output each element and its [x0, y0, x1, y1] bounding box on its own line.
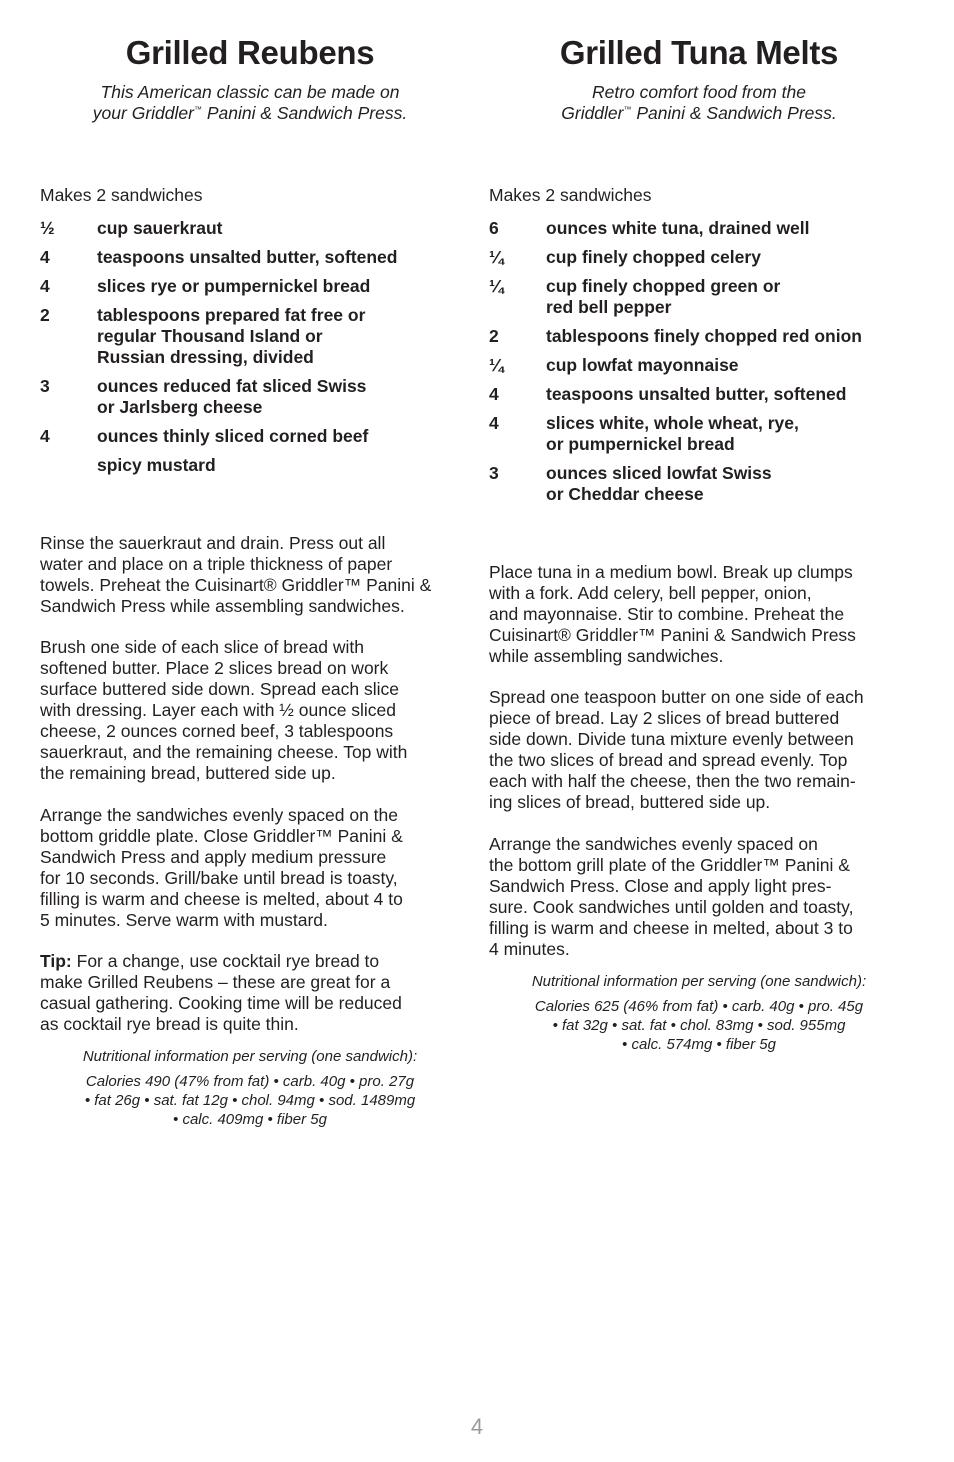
instruction-paragraph: Arrange the sandwiches evenly spaced on the bottom grill plate of the Griddler™ Panini & Sandwich Press. Close and apply light pres- sure. Cook sandwiches until golden and toasty, filling is warm and cheese in melted, about 3 to 4 minutes. — [489, 834, 854, 959]
yield-text: Makes 2 sandwiches — [40, 185, 203, 205]
ingredient-item: 2 tablespoons prepared fat free or regular Thousand Island or Russian dressing, divided — [40, 305, 366, 367]
instruction-paragraph: Place tuna in a medium bowl. Break up clumps with a fork. Add celery, bell pepper, onion, and mayonnaise. Stir to combine. Preheat the Cuisinart® Griddler™ Panini & Sandwich Press while assembling sandwiches. — [489, 562, 856, 666]
recipe-subtitle: This American classic can be made on your Griddler™ Panini & Sandwich Press. — [92, 82, 408, 123]
instruction-paragraph: Rinse the sauerkraut and drain. Press out all water and place on a triple thickness of paper towels. Preheat the Cuisinart® Griddler™ Panini & Sandwich Press while assembling sandwiches. — [40, 533, 432, 616]
ingredient-item: ¼ cup finely chopped green or red bell pepper — [489, 276, 781, 317]
ingredient-item: 4 teaspoons unsalted butter, softened — [489, 384, 847, 404]
yield-text: Makes 2 sandwiches — [489, 185, 652, 205]
page-number: 4 — [470, 1414, 484, 1439]
nutrition-info: Nutritional information per serving (one sandwich): Calories 625 (46% from fat) • carb. 40g • pro. 45g • fat 32g • sat. fat • chol. 83mg • sod. 955mg • calc. 574mg • fiber 5g — [489, 972, 909, 1054]
tip-paragraph: Tip: For a change, use cocktail rye bread to make Grilled Reubens – these are great for a casual gathering. Cooking time will be reduced as cocktail rye bread is quite thin. — [40, 951, 402, 1034]
nutrition-info: Nutritional information per serving (one sandwich): Calories 490 (47% from fat) • carb. 40g • pro. 27g • fat 26g • sat. fat 12g • chol. 94mg • sod. 1489mg • calc. 409mg • fiber 5g — [40, 1047, 460, 1129]
ingredient-list — [40, 218, 470, 484]
instruction-paragraph: Brush one side of each slice of bread with softened butter. Place 2 slices bread on work surface buttered side down. Spread each slice with dressing. Layer each with ½ ounce sliced cheese, 2 ounces corned beef, 3 tablespoons sauerkraut, and the remaining cheese. Top with the remaining bread, buttered side up. — [40, 637, 408, 783]
ingredient-list — [489, 218, 919, 513]
ingredient-item: ¼ cup lowfat mayonnaise — [489, 355, 739, 375]
ingredient-item: 4 teaspoons unsalted butter, softened — [40, 247, 398, 267]
ingredient-item: 4 slices rye or pumpernickel bread — [40, 276, 371, 296]
recipe-title: Grilled Tuna Melts — [559, 34, 839, 71]
ingredient-item: 4 ounces thinly sliced corned beef — [40, 426, 369, 446]
ingredient-item: spicy mustard — [97, 455, 216, 475]
ingredient-item: ¼ cup finely chopped celery — [489, 247, 761, 267]
ingredient-item: 6 ounces white tuna, drained well — [489, 218, 810, 238]
tip-label: Tip: — [40, 951, 72, 971]
ingredient-item: ½ cup sauerkraut — [40, 218, 223, 238]
instruction-paragraph: Arrange the sandwiches evenly spaced on the bottom griddle plate. Close Griddler™ Panini & Sandwich Press and apply medium pressure for 10 seconds. Grill/bake until bread is toasty, filling is warm and cheese is melted, about 4 to 5 minutes. Serve warm with mustard. — [40, 805, 403, 930]
ingredient-item: 4 slices white, whole wheat, rye, or pumpernickel bread — [489, 413, 799, 454]
ingredient-item: 2 tablespoons finely chopped red onion — [489, 326, 862, 346]
recipe-subtitle: Retro comfort food from the Griddler™ Panini & Sandwich Press. — [561, 82, 837, 123]
ingredient-item: 3 ounces reduced fat sliced Swiss or Jarlsberg cheese — [40, 376, 367, 417]
instruction-paragraph: Spread one teaspoon butter on one side of each piece of bread. Lay 2 slices of bread buttered side down. Divide tuna mixture evenly between the two slices of bread and spread evenly. Top each with half the cheese, then the two remain- ing slices of bread, buttered side up. — [489, 687, 864, 812]
nutrition-heading: Nutritional information per serving (one sandwich): — [82, 1048, 418, 1065]
ingredient-item: 3 ounces sliced lowfat Swiss or Cheddar cheese — [489, 463, 772, 504]
recipe-title: Grilled Reubens — [125, 34, 375, 71]
nutrition-heading: Nutritional information per serving (one sandwich): — [531, 973, 867, 990]
